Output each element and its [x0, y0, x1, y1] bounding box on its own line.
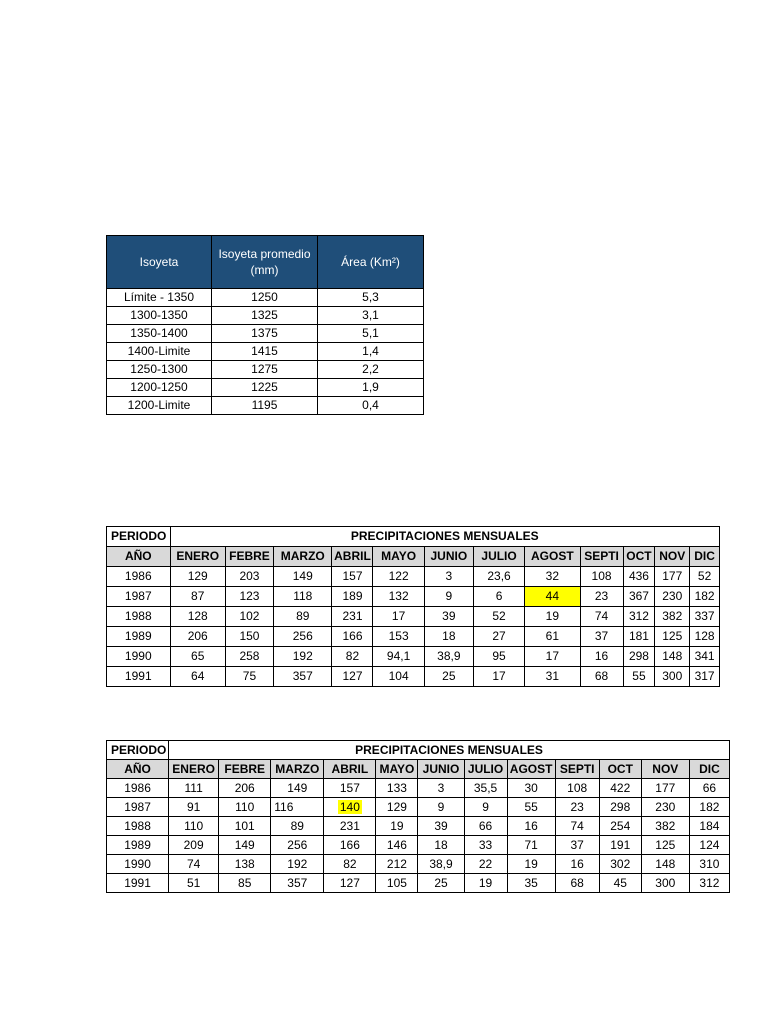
rainfall-cell: 302 — [599, 855, 641, 874]
isoyeta-row — [107, 307, 424, 325]
table-row — [107, 836, 730, 855]
rainfall-cell: 312 — [689, 874, 729, 893]
rainfall-cell: 182 — [690, 587, 720, 607]
rainfall-cell: 138 — [219, 855, 271, 874]
rainfall-cell: 17 — [473, 667, 524, 687]
rainfall-cell: 89 — [271, 817, 324, 836]
precip-title-row — [107, 741, 730, 760]
column-header: MARZO — [271, 760, 324, 779]
year-cell: 1988 — [107, 607, 171, 627]
isoyeta-range-cell: 1200-Limite — [107, 397, 212, 415]
rainfall-cell: 124 — [689, 836, 729, 855]
precipitation-table-2 — [106, 740, 730, 893]
rainfall-cell: 125 — [655, 627, 690, 647]
rainfall-cell: 300 — [641, 874, 689, 893]
rainfall-cell: 6 — [473, 587, 524, 607]
rainfall-cell: 82 — [324, 855, 376, 874]
rainfall-cell: 35,5 — [464, 779, 507, 798]
rainfall-cell: 19 — [525, 607, 580, 627]
isoyeta-range-cell: 1300-1350 — [107, 307, 212, 325]
rainfall-cell: 258 — [225, 647, 273, 667]
rainfall-cell: 300 — [655, 667, 690, 687]
isoyeta-range-cell: 1350-1400 — [107, 325, 212, 343]
rainfall-cell: 16 — [507, 817, 555, 836]
rainfall-cell: 23 — [555, 798, 599, 817]
year-cell: 1986 — [107, 779, 169, 798]
rainfall-cell: 191 — [599, 836, 641, 855]
rainfall-cell: 31 — [525, 667, 580, 687]
rainfall-cell: 192 — [274, 647, 332, 667]
rainfall-cell: 18 — [424, 627, 473, 647]
column-header: DIC — [689, 760, 729, 779]
table-row — [107, 667, 720, 687]
rainfall-cell: 75 — [225, 667, 273, 687]
header-isoyeta: Isoyeta — [107, 236, 212, 289]
rainfall-cell: 382 — [641, 817, 689, 836]
rainfall-cell: 66 — [689, 779, 729, 798]
periodo-label: PERIODO — [107, 741, 169, 760]
rainfall-cell: 52 — [690, 567, 720, 587]
rainfall-cell: 177 — [641, 779, 689, 798]
rainfall-cell — [324, 798, 376, 817]
rainfall-cell: 230 — [641, 798, 689, 817]
rainfall-cell: 254 — [599, 817, 641, 836]
isoyeta-row — [107, 325, 424, 343]
rainfall-cell: 17 — [373, 607, 424, 627]
precipitation-table-1 — [106, 526, 720, 687]
rainfall-cell: 17 — [525, 647, 580, 667]
rainfall-cell: 157 — [332, 567, 373, 587]
rainfall-cell: 38,9 — [424, 647, 473, 667]
rainfall-cell: 146 — [376, 836, 418, 855]
rainfall-cell: 127 — [332, 667, 373, 687]
column-header: MAYO — [373, 547, 424, 567]
precip-column-header-row — [107, 760, 730, 779]
column-header: ENERO — [170, 547, 225, 567]
rainfall-cell: 422 — [599, 779, 641, 798]
periodo-label: PERIODO — [107, 527, 171, 547]
rainfall-cell: 3 — [424, 567, 473, 587]
column-header: SEPTI — [555, 760, 599, 779]
column-header: SEPTI — [580, 547, 623, 567]
rainfall-cell: 37 — [555, 836, 599, 855]
isoyeta-average-cell: 1325 — [212, 307, 318, 325]
rainfall-cell: 101 — [219, 817, 271, 836]
isoyeta-range-cell: 1200-1250 — [107, 379, 212, 397]
rainfall-cell: 18 — [418, 836, 464, 855]
year-cell: 1990 — [107, 855, 169, 874]
rainfall-cell: 122 — [373, 567, 424, 587]
rainfall-cell: 357 — [274, 667, 332, 687]
rainfall-cell: 45 — [599, 874, 641, 893]
area-cell: 1,4 — [318, 343, 424, 361]
rainfall-cell: 310 — [689, 855, 729, 874]
rainfall-cell: 32 — [525, 567, 580, 587]
rainfall-cell: 312 — [623, 607, 655, 627]
rainfall-cell: 128 — [170, 607, 225, 627]
rainfall-cell: 94,1 — [373, 647, 424, 667]
rainfall-cell: 128 — [690, 627, 720, 647]
header-isoyeta-promedio-label: Isoyeta promedio (mm) — [218, 247, 311, 277]
rainfall-cell: 82 — [332, 647, 373, 667]
isoyeta-row — [107, 397, 424, 415]
rainfall-cell: 317 — [690, 667, 720, 687]
isoyeta-average-cell: 1195 — [212, 397, 318, 415]
area-cell: 1,9 — [318, 379, 424, 397]
rainfall-cell: 74 — [580, 607, 623, 627]
column-header: AÑO — [107, 760, 169, 779]
rainfall-cell: 16 — [555, 855, 599, 874]
isoyeta-average-cell: 1375 — [212, 325, 318, 343]
rainfall-cell: 23,6 — [473, 567, 524, 587]
rainfall-cell: 148 — [641, 855, 689, 874]
table-row — [107, 647, 720, 667]
rainfall-cell: 148 — [655, 647, 690, 667]
rainfall-cell: 189 — [332, 587, 373, 607]
rainfall-cell: 132 — [373, 587, 424, 607]
rainfall-cell: 153 — [373, 627, 424, 647]
rainfall-cell: 177 — [655, 567, 690, 587]
column-header: JULIO — [473, 547, 524, 567]
isoyeta-range-cell: Límite - 1350 — [107, 289, 212, 307]
area-cell: 5,3 — [318, 289, 424, 307]
year-cell: 1991 — [107, 874, 169, 893]
rainfall-cell: 149 — [274, 567, 332, 587]
rainfall-cell: 51 — [169, 874, 219, 893]
rainfall-cell: 25 — [424, 667, 473, 687]
rainfall-cell: 298 — [599, 798, 641, 817]
rainfall-cell: 68 — [580, 667, 623, 687]
isoyeta-row — [107, 379, 424, 397]
column-header: JULIO — [464, 760, 507, 779]
year-cell: 1991 — [107, 667, 171, 687]
rainfall-cell: 19 — [464, 874, 507, 893]
rainfall-cell: 55 — [507, 798, 555, 817]
column-header: NOV — [655, 547, 690, 567]
area-cell: 0,4 — [318, 397, 424, 415]
rainfall-cell: 123 — [225, 587, 273, 607]
year-cell: 1989 — [107, 627, 171, 647]
isoyeta-range-cell: 1250-1300 — [107, 361, 212, 379]
table-row — [107, 627, 720, 647]
rainfall-cell: 105 — [376, 874, 418, 893]
rainfall-cell: 30 — [507, 779, 555, 798]
rainfall-cell: 9 — [464, 798, 507, 817]
rainfall-cell: 16 — [580, 647, 623, 667]
rainfall-cell: 357 — [271, 874, 324, 893]
rainfall-cell: 341 — [690, 647, 720, 667]
column-header: JUNIO — [418, 760, 464, 779]
isoyeta-table-body — [107, 289, 424, 415]
rainfall-cell: 127 — [324, 874, 376, 893]
isoyeta-average-cell: 1250 — [212, 289, 318, 307]
rainfall-cell: 192 — [271, 855, 324, 874]
rainfall-cell: 27 — [473, 627, 524, 647]
year-cell: 1990 — [107, 647, 171, 667]
year-cell: 1986 — [107, 567, 171, 587]
column-header: AÑO — [107, 547, 171, 567]
column-header: AGOST — [507, 760, 555, 779]
year-cell: 1988 — [107, 817, 169, 836]
rainfall-cell: 230 — [655, 587, 690, 607]
rainfall-cell: 231 — [332, 607, 373, 627]
highlighted-value: 44 — [545, 589, 560, 603]
precipitation-table-1-body — [107, 527, 720, 687]
column-header: ABRIL — [324, 760, 376, 779]
rainfall-cell: 104 — [373, 667, 424, 687]
column-header: DIC — [690, 547, 720, 567]
rainfall-cell: 382 — [655, 607, 690, 627]
isoyeta-table — [106, 235, 424, 415]
rainfall-cell: 37 — [580, 627, 623, 647]
rainfall-cell: 206 — [219, 779, 271, 798]
rainfall-cell: 157 — [324, 779, 376, 798]
rainfall-cell: 111 — [169, 779, 219, 798]
rainfall-cell: 181 — [623, 627, 655, 647]
rainfall-cell: 102 — [225, 607, 273, 627]
isoyeta-average-cell: 1225 — [212, 379, 318, 397]
rainfall-cell — [525, 587, 580, 607]
column-header: MARZO — [274, 547, 332, 567]
rainfall-cell: 65 — [170, 647, 225, 667]
rainfall-cell: 33 — [464, 836, 507, 855]
rainfall-cell: 19 — [507, 855, 555, 874]
rainfall-cell: 298 — [623, 647, 655, 667]
rainfall-cell: 23 — [580, 587, 623, 607]
rainfall-cell: 212 — [376, 855, 418, 874]
rainfall-cell: 108 — [580, 567, 623, 587]
rainfall-cell: 19 — [376, 817, 418, 836]
rainfall-cell: 55 — [623, 667, 655, 687]
rainfall-cell: 118 — [274, 587, 332, 607]
rainfall-cell: 9 — [418, 798, 464, 817]
rainfall-cell: 61 — [525, 627, 580, 647]
rainfall-cell: 149 — [219, 836, 271, 855]
rainfall-cell: 85 — [219, 874, 271, 893]
rainfall-cell: 129 — [376, 798, 418, 817]
isoyeta-average-cell: 1275 — [212, 361, 318, 379]
isoyeta-average-cell: 1415 — [212, 343, 318, 361]
rainfall-cell: 203 — [225, 567, 273, 587]
column-header: ENERO — [169, 760, 219, 779]
column-header: NOV — [641, 760, 689, 779]
rainfall-cell: 133 — [376, 779, 418, 798]
table-row — [107, 587, 720, 607]
rainfall-cell: 436 — [623, 567, 655, 587]
rainfall-cell: 209 — [169, 836, 219, 855]
column-header: MAYO — [376, 760, 418, 779]
area-cell: 5,1 — [318, 325, 424, 343]
rainfall-cell: 89 — [274, 607, 332, 627]
rainfall-cell: 68 — [555, 874, 599, 893]
rainfall-cell: 22 — [464, 855, 507, 874]
table-row — [107, 874, 730, 893]
rainfall-cell: 367 — [623, 587, 655, 607]
year-cell: 1987 — [107, 798, 169, 817]
rainfall-cell: 66 — [464, 817, 507, 836]
rainfall-cell: 150 — [225, 627, 273, 647]
rainfall-cell: 256 — [271, 836, 324, 855]
rainfall-cell: 337 — [690, 607, 720, 627]
area-cell: 3,1 — [318, 307, 424, 325]
column-header: OCT — [599, 760, 641, 779]
isoyeta-row — [107, 343, 424, 361]
rainfall-cell: 71 — [507, 836, 555, 855]
precip-column-header-row — [107, 547, 720, 567]
rainfall-cell: 87 — [170, 587, 225, 607]
precip-title: PRECIPITACIONES MENSUALES — [170, 527, 719, 547]
rainfall-cell: 91 — [169, 798, 219, 817]
rainfall-cell: 129 — [170, 567, 225, 587]
precipitation-table-2-body — [107, 741, 730, 893]
rainfall-cell: 206 — [170, 627, 225, 647]
rainfall-cell: 3 — [418, 779, 464, 798]
column-header: ABRIL — [332, 547, 373, 567]
rainfall-cell: 52 — [473, 607, 524, 627]
rainfall-cell: 108 — [555, 779, 599, 798]
rainfall-cell: 74 — [169, 855, 219, 874]
table-row — [107, 567, 720, 587]
rainfall-cell: 166 — [332, 627, 373, 647]
rainfall-cell: 231 — [324, 817, 376, 836]
isoyeta-row — [107, 289, 424, 307]
rainfall-cell: 38,9 — [418, 855, 464, 874]
isoyeta-header-row — [107, 236, 424, 289]
rainfall-cell: 9 — [424, 587, 473, 607]
table-row — [107, 855, 730, 874]
year-cell: 1989 — [107, 836, 169, 855]
area-cell: 2,2 — [318, 361, 424, 379]
rainfall-cell: 110 — [169, 817, 219, 836]
rainfall-cell: 182 — [689, 798, 729, 817]
rainfall-cell: 95 — [473, 647, 524, 667]
year-cell: 1987 — [107, 587, 171, 607]
rainfall-cell: 39 — [418, 817, 464, 836]
column-header: AGOST — [525, 547, 580, 567]
rainfall-cell: 125 — [641, 836, 689, 855]
rainfall-cell: 25 — [418, 874, 464, 893]
column-header: OCT — [623, 547, 655, 567]
table-row — [107, 798, 730, 817]
precip-title-row — [107, 527, 720, 547]
rainfall-cell: 74 — [555, 817, 599, 836]
rainfall-cell: 256 — [274, 627, 332, 647]
rainfall-cell: 149 — [271, 779, 324, 798]
rainfall-cell: 64 — [170, 667, 225, 687]
rainfall-cell: 166 — [324, 836, 376, 855]
header-isoyeta-promedio — [212, 236, 318, 289]
table-row — [107, 779, 730, 798]
isoyeta-row — [107, 361, 424, 379]
rainfall-cell: 116 — [271, 798, 324, 817]
highlighted-value: 140 — [339, 800, 360, 814]
header-area: Área (Km²) — [318, 236, 424, 289]
table-row — [107, 817, 730, 836]
column-header: FEBRE — [219, 760, 271, 779]
rainfall-cell: 35 — [507, 874, 555, 893]
column-header: JUNIO — [424, 547, 473, 567]
column-header: FEBRE — [225, 547, 273, 567]
table-row — [107, 607, 720, 627]
rainfall-cell: 39 — [424, 607, 473, 627]
precip-title: PRECIPITACIONES MENSUALES — [169, 741, 730, 760]
rainfall-cell: 184 — [689, 817, 729, 836]
rainfall-cell: 110 — [219, 798, 271, 817]
isoyeta-range-cell: 1400-Limite — [107, 343, 212, 361]
